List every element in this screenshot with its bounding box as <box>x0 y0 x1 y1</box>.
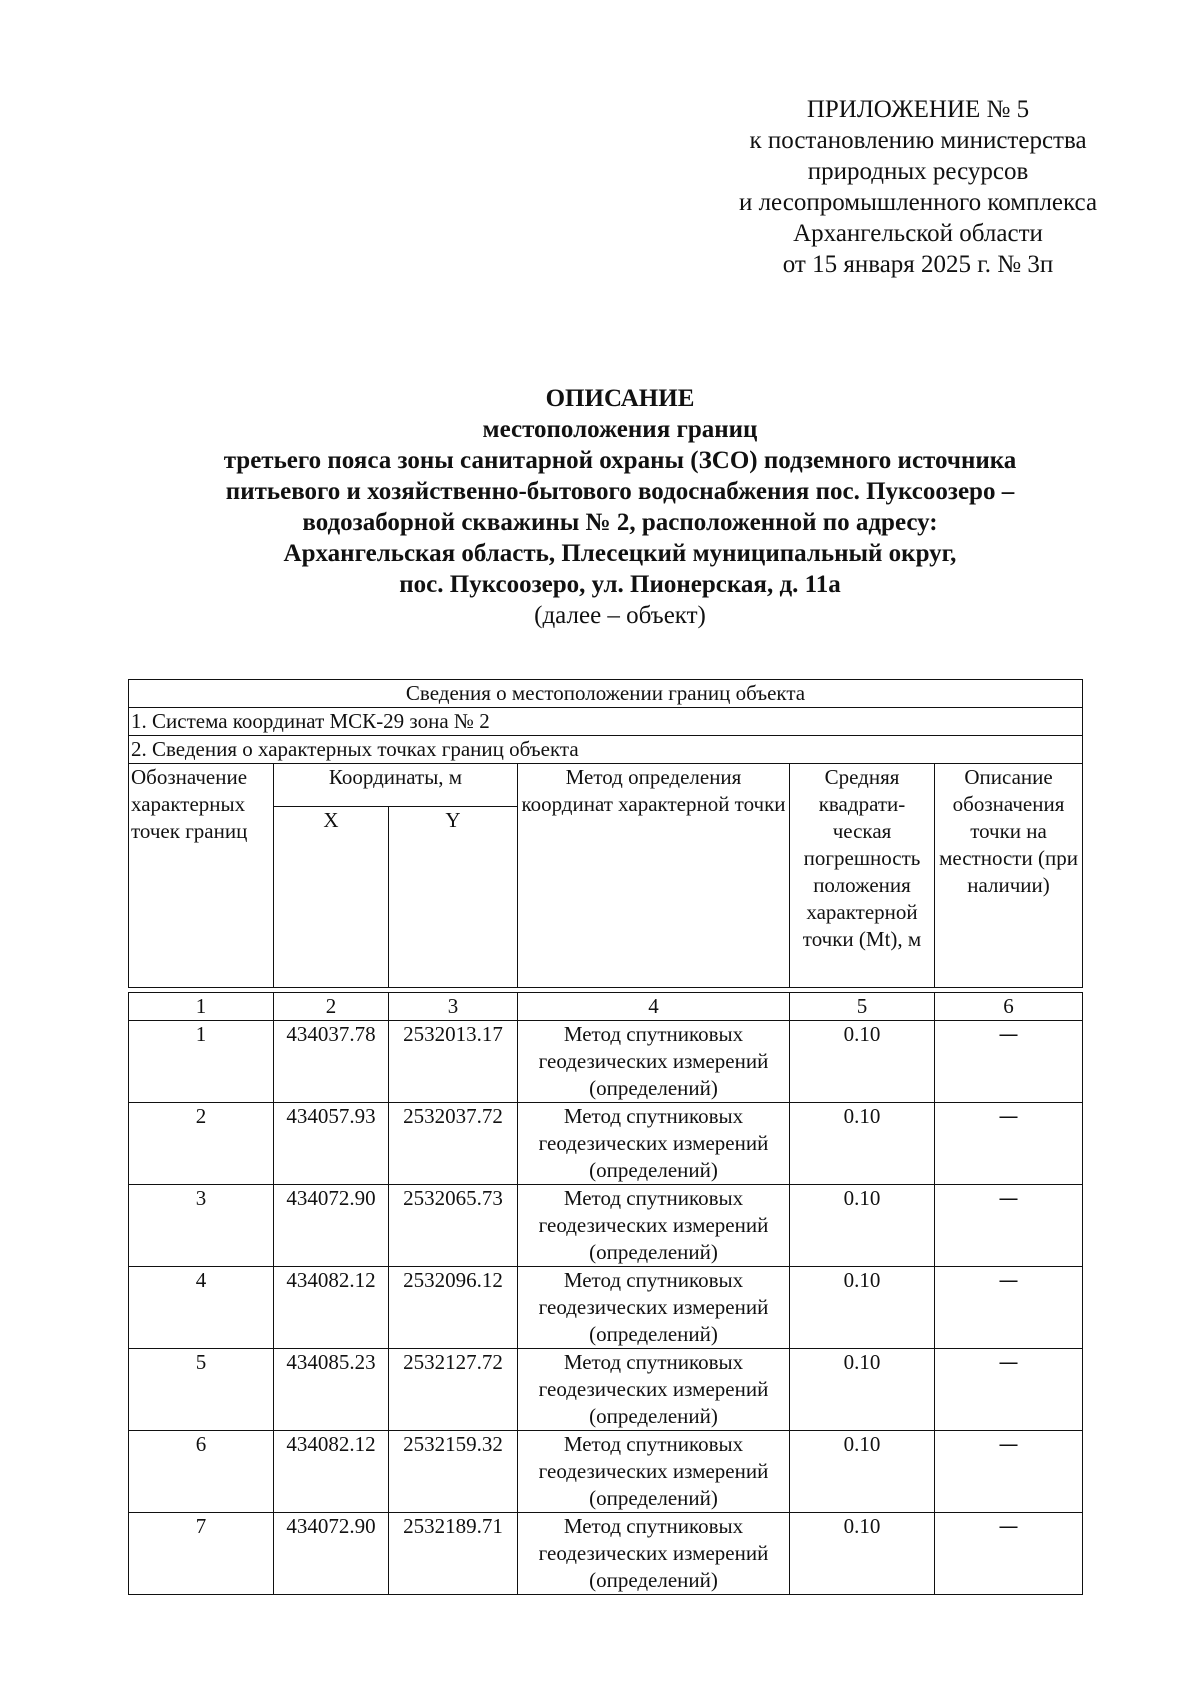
column-number: 1 <box>129 993 274 1021</box>
mt-cell: 0.10 <box>790 1513 935 1595</box>
description-cell: — <box>935 1431 1083 1513</box>
point-number: 2 <box>129 1103 274 1185</box>
method-cell: Метод спутниковых геодезических измерений (определений) <box>518 1021 790 1103</box>
point-number: 6 <box>129 1431 274 1513</box>
column-number: 6 <box>935 993 1083 1021</box>
description-cell: — <box>935 1185 1083 1267</box>
description-cell: — <box>935 1513 1083 1595</box>
description-cell: — <box>935 1267 1083 1349</box>
mt-cell: 0.10 <box>790 1267 935 1349</box>
header-x: X <box>274 807 389 988</box>
table-row <box>129 1349 1083 1431</box>
mt-cell: 0.10 <box>790 1103 935 1185</box>
appendix-line: Архангельской области <box>793 220 1043 247</box>
method-cell: Метод спутниковых геодезических измерений (определений) <box>518 1513 790 1595</box>
boundary-points-table <box>128 679 1083 1595</box>
header-designation: Обозначение характерных точек границ <box>129 764 274 988</box>
table-section-row <box>129 736 1083 764</box>
point-number: 3 <box>129 1185 274 1267</box>
table-row <box>129 1267 1083 1349</box>
coord-x: 434082.12 <box>274 1267 389 1349</box>
header-coordinates: Координаты, м <box>274 764 518 807</box>
title-line: питьевого и хозяйственно-бытового водоснабжения пос. Пуксоозеро – <box>225 478 1015 505</box>
coord-y: 2532065.73 <box>389 1185 518 1267</box>
point-number: 1 <box>129 1021 274 1103</box>
title-note: (далее – объект) <box>534 602 706 629</box>
description-cell: — <box>935 1349 1083 1431</box>
appendix-line: природных ресурсов <box>807 158 1029 185</box>
points-info-heading: 2. Сведения о характерных точках границ объекта <box>129 736 1083 764</box>
point-number: 7 <box>129 1513 274 1595</box>
column-number: 5 <box>790 993 935 1021</box>
coord-x: 434037.78 <box>274 1021 389 1103</box>
table-caption-row <box>129 680 1083 708</box>
title-line: третьего пояса зоны санитарной охраны (ЗСО) подземного источника <box>223 447 1017 474</box>
coord-y: 2532096.12 <box>389 1267 518 1349</box>
coord-y: 2532037.72 <box>389 1103 518 1185</box>
description-cell: — <box>935 1103 1083 1185</box>
coord-x: 434072.90 <box>274 1513 389 1595</box>
column-number-row <box>129 993 1083 1021</box>
title-line: ОПИСАНИЕ <box>545 385 695 412</box>
point-number: 4 <box>129 1267 274 1349</box>
table-row <box>129 1431 1083 1513</box>
mt-cell: 0.10 <box>790 1431 935 1513</box>
title-line: Архангельская область, Плесецкий муниципальный округ, <box>283 540 957 567</box>
table-row <box>129 1103 1083 1185</box>
column-number: 2 <box>274 993 389 1021</box>
coord-y: 2532127.72 <box>389 1349 518 1431</box>
mt-cell: 0.10 <box>790 1349 935 1431</box>
header-error: Средняя квадрати-ческая погрешность положения характерной точки (Mt), м <box>790 764 935 988</box>
coordinate-system: 1. Система координат МСК-29 зона № 2 <box>129 708 1083 736</box>
column-number: 3 <box>389 993 518 1021</box>
title-line: пос. Пуксоозеро, ул. Пионерская, д. 11а <box>399 571 841 598</box>
mt-cell: 0.10 <box>790 1185 935 1267</box>
table-row <box>129 1185 1083 1267</box>
table-header-row <box>129 764 1083 807</box>
coord-x: 434057.93 <box>274 1103 389 1185</box>
method-cell: Метод спутниковых геодезических измерений (определений) <box>518 1103 790 1185</box>
method-cell: Метод спутниковых геодезических измерений (определений) <box>518 1267 790 1349</box>
header-y: Y <box>389 807 518 988</box>
appendix-line: ПРИЛОЖЕНИЕ № 5 <box>806 96 1030 123</box>
description-cell: — <box>935 1021 1083 1103</box>
table-section-row <box>129 708 1083 736</box>
method-cell: Метод спутниковых геодезических измерений (определений) <box>518 1431 790 1513</box>
coord-x: 434072.90 <box>274 1185 389 1267</box>
appendix-block <box>668 94 1168 280</box>
column-number: 4 <box>518 993 790 1021</box>
appendix-line: к постановлению министерства <box>749 127 1087 154</box>
appendix-line: от 15 января 2025 г. № 3п <box>782 251 1054 278</box>
mt-cell: 0.10 <box>790 1021 935 1103</box>
table-row <box>129 1513 1083 1595</box>
title-line: местоположения границ <box>482 416 758 443</box>
table-row <box>129 1021 1083 1103</box>
point-number: 5 <box>129 1349 274 1431</box>
table-caption: Сведения о местоположении границ объекта <box>129 680 1083 708</box>
method-cell: Метод спутниковых геодезических измерений (определений) <box>518 1185 790 1267</box>
document-title <box>100 383 1140 631</box>
header-description: Описание обозначения точки на местности (при наличии) <box>935 764 1083 988</box>
coord-x: 434085.23 <box>274 1349 389 1431</box>
header-method: Метод определения координат характерной точки <box>518 764 790 988</box>
coord-y: 2532013.17 <box>389 1021 518 1103</box>
coord-y: 2532159.32 <box>389 1431 518 1513</box>
coord-x: 434082.12 <box>274 1431 389 1513</box>
method-cell: Метод спутниковых геодезических измерений (определений) <box>518 1349 790 1431</box>
title-line: водозаборной скважины № 2, расположенной по адресу: <box>302 509 938 536</box>
appendix-line: и лесопромышленного комплекса <box>738 189 1098 216</box>
coord-y: 2532189.71 <box>389 1513 518 1595</box>
